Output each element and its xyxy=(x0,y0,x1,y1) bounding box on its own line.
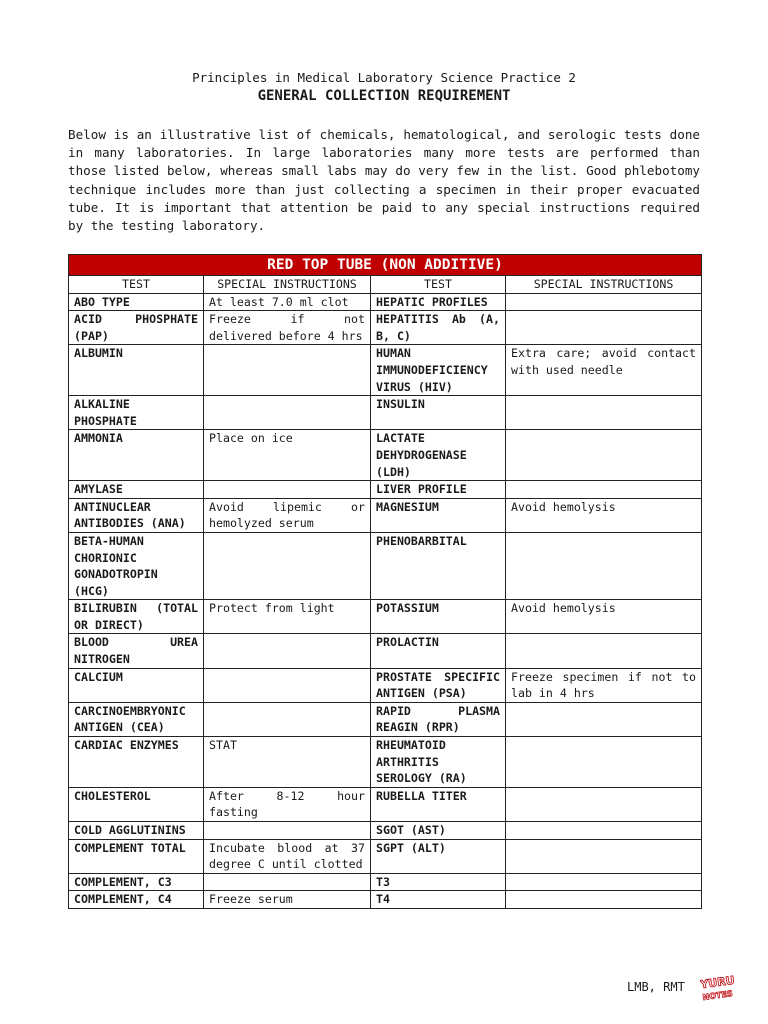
test-name-cell: ALKALINE PHOSPHATE xyxy=(69,396,204,430)
table-row xyxy=(69,481,702,499)
logo-word-bottom: NOTES xyxy=(702,988,734,1002)
special-instructions-cell xyxy=(506,396,702,430)
test-name-cell: ALBUMIN xyxy=(69,345,204,396)
test-name-cell: RAPID PLASMA REAGIN (RPR) xyxy=(371,702,506,736)
test-name-cell: RHEUMATOID ARTHRITIS SEROLOGY (RA) xyxy=(371,737,506,788)
special-instructions-cell: After 8-12 hour fasting xyxy=(204,787,371,821)
test-name-cell: LACTATE DEHYDROGENASE (LDH) xyxy=(371,430,506,481)
table-row xyxy=(69,532,702,599)
table-row xyxy=(69,839,702,873)
test-name-cell: BLOOD UREA NITROGEN xyxy=(69,634,204,668)
test-name-cell: CARDIAC ENZYMES xyxy=(69,737,204,788)
special-instructions-cell: Incubate blood at 37 degree C until clotted xyxy=(204,839,371,873)
special-instructions-cell xyxy=(506,839,702,873)
table-banner-row xyxy=(69,255,702,276)
special-instructions-cell xyxy=(204,822,371,840)
table-banner: RED TOP TUBE (NON ADDITIVE) xyxy=(69,255,702,276)
test-name-cell: HEPATIC PROFILES xyxy=(371,293,506,311)
test-name-cell: ANTINUCLEAR ANTIBODIES (ANA) xyxy=(69,498,204,532)
test-name-cell: COLD AGGLUTININS xyxy=(69,822,204,840)
test-name-cell: BETA-HUMAN CHORIONIC GONADOTROPIN (HCG) xyxy=(69,532,204,599)
table-row xyxy=(69,822,702,840)
table-row xyxy=(69,311,702,345)
test-name-cell: LIVER PROFILE xyxy=(371,481,506,499)
test-name-cell: PROSTATE SPECIFIC ANTIGEN (PSA) xyxy=(371,668,506,702)
special-instructions-cell: Protect from light xyxy=(204,600,371,634)
collection-requirements-table xyxy=(68,254,702,909)
test-name-cell: CHOLESTEROL xyxy=(69,787,204,821)
test-name-cell: AMMONIA xyxy=(69,430,204,481)
test-name-cell: INSULIN xyxy=(371,396,506,430)
special-instructions-cell xyxy=(204,702,371,736)
test-name-cell: CALCIUM xyxy=(69,668,204,702)
test-name-cell: SGPT (ALT) xyxy=(371,839,506,873)
special-instructions-cell: Avoid hemolysis xyxy=(506,600,702,634)
special-instructions-cell: At least 7.0 ml clot xyxy=(204,293,371,311)
special-instructions-cell xyxy=(506,293,702,311)
test-name-cell: ACID PHOSPHATE (PAP) xyxy=(69,311,204,345)
table-row xyxy=(69,396,702,430)
special-instructions-cell: Freeze if not delivered before 4 hrs xyxy=(204,311,371,345)
document-title: GENERAL COLLECTION REQUIREMENT xyxy=(257,88,511,104)
logo-word-top: YURU xyxy=(700,974,736,992)
special-instructions-cell xyxy=(506,822,702,840)
special-instructions-cell: Freeze serum xyxy=(204,891,371,909)
table-row xyxy=(69,702,702,736)
test-name-cell: CARCINOEMBRYONIC ANTIGEN (CEA) xyxy=(69,702,204,736)
special-instructions-cell: Extra care; avoid contact with used needle xyxy=(506,345,702,396)
document-subtitle: Principles in Medical Laboratory Science Practice 2 xyxy=(192,70,576,85)
test-name-cell: COMPLEMENT, C3 xyxy=(69,873,204,891)
test-name-cell: COMPLEMENT, C4 xyxy=(69,891,204,909)
test-name-cell: AMYLASE xyxy=(69,481,204,499)
column-header-test: TEST xyxy=(371,276,506,294)
special-instructions-cell xyxy=(506,873,702,891)
special-instructions-cell xyxy=(506,532,702,599)
test-name-cell: RUBELLA TITER xyxy=(371,787,506,821)
special-instructions-cell: Freeze specimen if not to lab in 4 hrs xyxy=(506,668,702,702)
special-instructions-cell xyxy=(506,311,702,345)
table-row xyxy=(69,891,702,909)
test-name-cell: PROLACTIN xyxy=(371,634,506,668)
special-instructions-cell: Place on ice xyxy=(204,430,371,481)
column-header-special-instructions: SPECIAL INSTRUCTIONS xyxy=(506,276,702,294)
special-instructions-cell: STAT xyxy=(204,737,371,788)
test-name-cell: PHENOBARBITAL xyxy=(371,532,506,599)
column-header-test: TEST xyxy=(69,276,204,294)
test-name-cell: MAGNESIUM xyxy=(371,498,506,532)
test-name-cell: BILIRUBIN (TOTAL OR DIRECT) xyxy=(69,600,204,634)
table-row xyxy=(69,600,702,634)
special-instructions-cell xyxy=(506,737,702,788)
special-instructions-cell xyxy=(506,634,702,668)
column-header-special-instructions: SPECIAL INSTRUCTIONS xyxy=(204,276,371,294)
table-row xyxy=(69,787,702,821)
special-instructions-cell xyxy=(204,481,371,499)
special-instructions-cell xyxy=(506,430,702,481)
table-row xyxy=(69,293,702,311)
table-row xyxy=(69,498,702,532)
special-instructions-cell xyxy=(506,787,702,821)
special-instructions-cell: Avoid lipemic or hemolyzed serum xyxy=(204,498,371,532)
test-name-cell: HUMAN IMMUNODEFICIENCY VIRUS (HIV) xyxy=(371,345,506,396)
intro-paragraph: Below is an illustrative list of chemicals, hematological, and serologic tests done in many laboratories. In large laboratories many more tests are performed than those listed below, whereas small labs may do very few in the list. Good phlebotomy technique includes more than just collecting a specimen in their proper evacuated tube. It is important that attention be paid to any special instructions required by the testing laboratory. xyxy=(68,127,700,234)
special-instructions-cell xyxy=(506,481,702,499)
table-row xyxy=(69,345,702,396)
test-name-cell: T4 xyxy=(371,891,506,909)
special-instructions-cell xyxy=(204,634,371,668)
table-row xyxy=(69,737,702,788)
special-instructions-cell xyxy=(204,396,371,430)
special-instructions-cell xyxy=(204,873,371,891)
special-instructions-cell xyxy=(506,891,702,909)
special-instructions-cell xyxy=(204,345,371,396)
test-name-cell: COMPLEMENT TOTAL xyxy=(69,839,204,873)
special-instructions-cell xyxy=(204,668,371,702)
author-credit: LMB, RMT xyxy=(627,980,685,994)
table-row xyxy=(69,668,702,702)
test-name-cell: HEPATITIS Ab (A, B, C) xyxy=(371,311,506,345)
table-row xyxy=(69,634,702,668)
special-instructions-cell xyxy=(204,532,371,599)
special-instructions-cell xyxy=(506,702,702,736)
table-row xyxy=(69,873,702,891)
test-name-cell: T3 xyxy=(371,873,506,891)
test-name-cell: ABO TYPE xyxy=(69,293,204,311)
test-name-cell: POTASSIUM xyxy=(371,600,506,634)
table-header-row xyxy=(69,276,702,294)
special-instructions-cell: Avoid hemolysis xyxy=(506,498,702,532)
yuru-notes-logo xyxy=(700,974,736,1006)
test-name-cell: SGOT (AST) xyxy=(371,822,506,840)
table-row xyxy=(69,430,702,481)
table-body xyxy=(69,293,702,908)
